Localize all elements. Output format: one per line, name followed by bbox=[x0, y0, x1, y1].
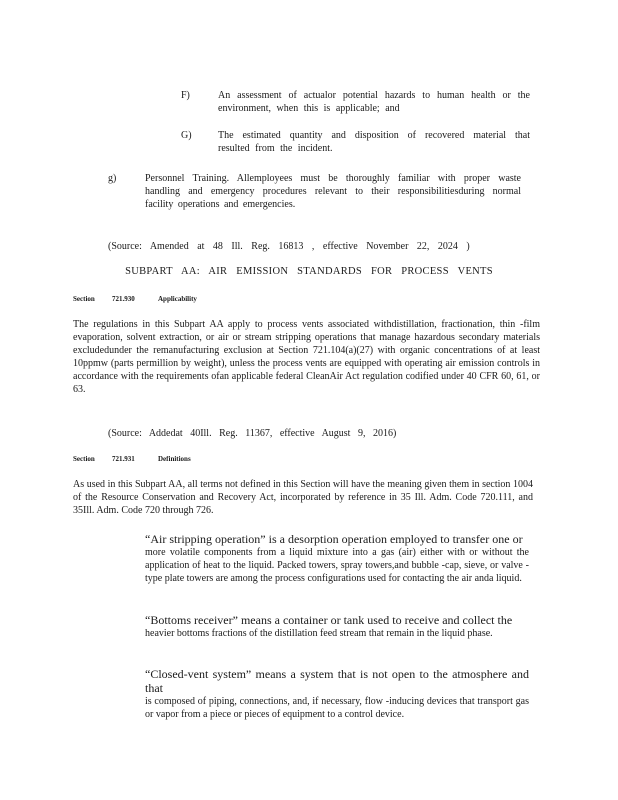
section-931-title: Definitions bbox=[158, 455, 191, 463]
section-930-number: 721.930 bbox=[112, 295, 135, 303]
definition-term: “Closed-vent system” means a system that is not open to the atmosphere and that bbox=[145, 667, 529, 695]
source-note-amended: (Source: Amended at 48 Ill. Reg. 16813 , effective November 22, 2024 ) bbox=[108, 241, 470, 252]
item-g-upper-text: The estimated quantity and disposition of recovered material that resulted from the incident. bbox=[218, 130, 530, 154]
item-f-marker: F) bbox=[181, 90, 190, 101]
definition-air-stripping bbox=[145, 532, 529, 585]
source-note-added: (Source: Addedat 40Ill. Reg. 11367, effective August 9, 2016) bbox=[108, 428, 397, 439]
definitions-intro-paragraph: As used in this Subpart AA, all terms not defined in this Section will have the meaning given them in section 1004 of the Resource Conservation and Recovery Act, incorporated by reference in 35 Ill. Adm. Code 720.111, and 35Ill. Adm. Code 720 through 726. bbox=[73, 479, 533, 516]
section-931-label: Section bbox=[73, 455, 95, 463]
definition-term: “Bottoms receiver” means a container or tank used to receive and collect the bbox=[145, 613, 513, 627]
item-g-upper-marker: G) bbox=[181, 130, 192, 141]
subpart-heading: SUBPART AA: AIR EMISSION STANDARDS FOR PROCESS VENTS bbox=[125, 266, 493, 277]
applicability-paragraph: The regulations in this Subpart AA apply to process vents associated withdistillation, fractionation, thin -film evaporation, solvent extraction, or air or stream stripping operations that manage hazardous secondary materials excludedunder the remanufacturing exclusion at Section 721.104(a)(27) with organic concentrations of at least 10ppmw (parts permillion by weight), unless the process vents are equipped with operating air emission controls in accordance with the requirements ofan applicable federal CleanAir Act regulation codified under 40 CFR 60, 61, or 63. bbox=[73, 319, 540, 395]
item-g-lower-text: Personnel Training. Allemployees must be thoroughly familiar with proper waste handling and emergency procedures relevant to their responsibilitiesduring normal facility operations and emergencies. bbox=[145, 173, 521, 210]
section-930-title: Applicability bbox=[158, 295, 197, 303]
definition-term: “Air stripping operation” is a desorption operation employed to transfer one or bbox=[145, 532, 523, 546]
item-f-text: An assessment of actualor potential hazards to human health or the environment, when this is applicable; and bbox=[218, 90, 530, 114]
definition-body: heavier bottoms fractions of the distillation feed stream that remain in the liquid phase. bbox=[145, 628, 493, 639]
definition-body: more volatile components from a liquid mixture into a gas (air) either with or without the application of heat to the liquid. Packed towers, spray towers,and bubble -cap, sieve, or valve -type plate towers are among the process configurations used for contacting the air anda liquid. bbox=[145, 547, 529, 584]
definition-bottoms-receiver bbox=[145, 613, 529, 640]
section-930-label: Section bbox=[73, 295, 95, 303]
section-931-number: 721.931 bbox=[112, 455, 135, 463]
definition-closed-vent-system bbox=[145, 667, 529, 721]
definition-body: is composed of piping, connections, and, if necessary, flow -inducing devices that transport gas or vapor from a piece or pieces of equipment to a control device. bbox=[145, 696, 529, 720]
item-g-lower-marker: g) bbox=[108, 173, 117, 184]
